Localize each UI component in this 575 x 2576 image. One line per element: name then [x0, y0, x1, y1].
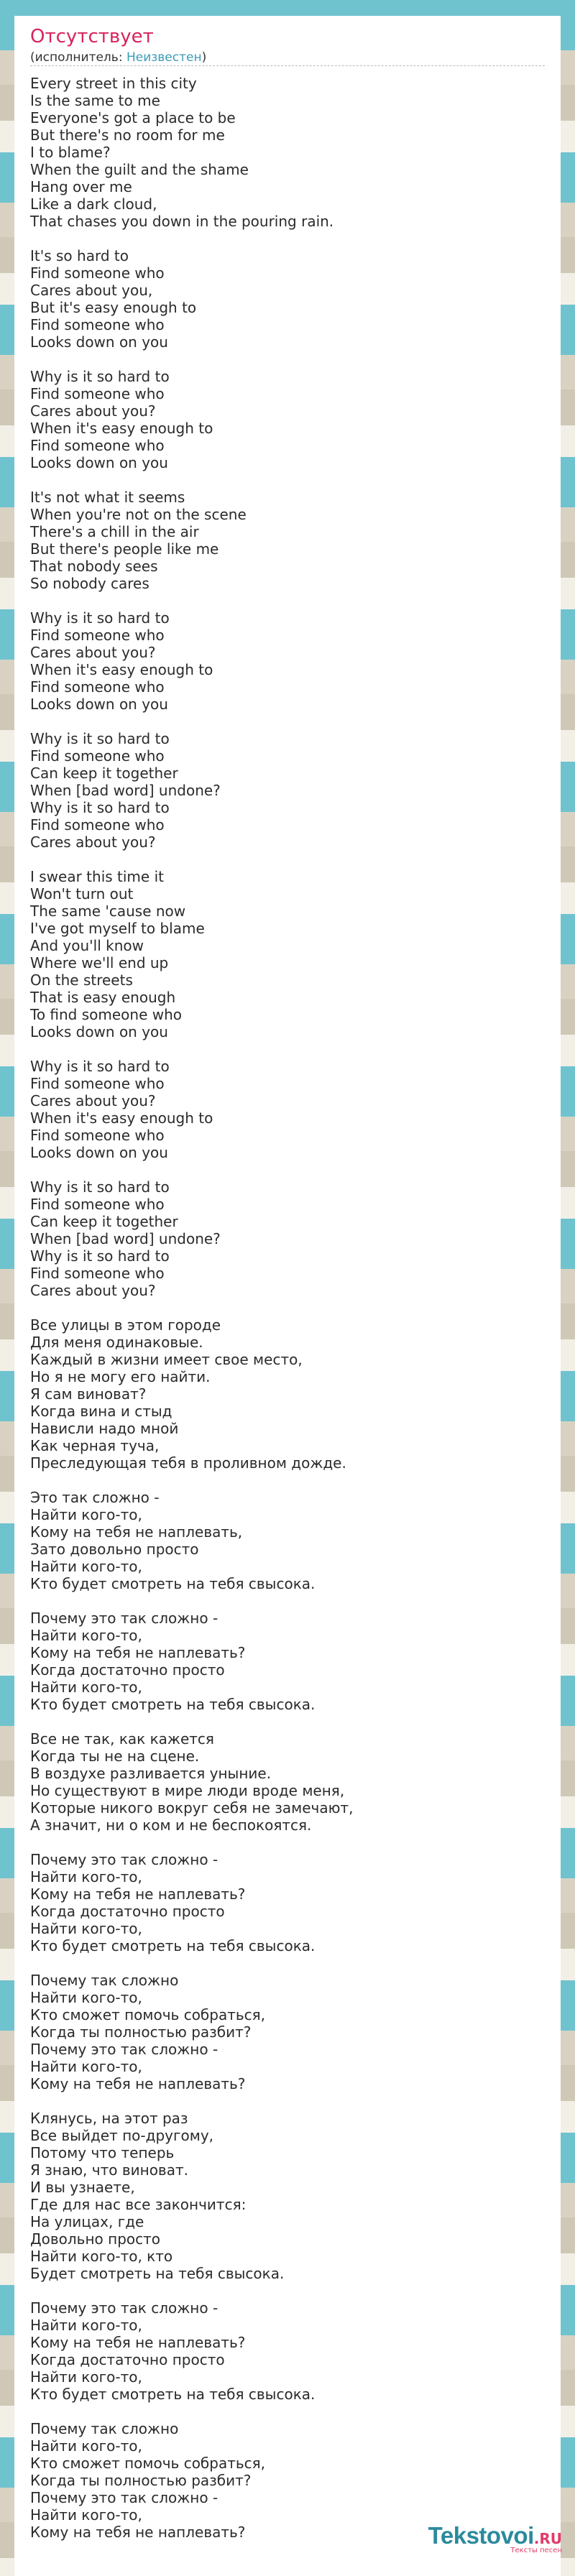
lyric-line: The same 'cause now: [30, 902, 186, 920]
lyric-line: Cares about you?: [30, 644, 156, 661]
lyrics-stanza: [30, 2299, 545, 2403]
lyric-line: Найти кого-то,: [30, 1506, 142, 1523]
lyrics-stanza: [30, 75, 545, 230]
lyric-line: Find someone who: [30, 627, 165, 644]
lyric-line: Looks down on you: [30, 333, 168, 351]
song-title: Отсутствует: [30, 26, 154, 47]
lyric-line: Когда ты полностью разбит?: [30, 2023, 252, 2041]
lyric-line: Найти кого-то, кто: [30, 2248, 173, 2265]
lyric-line: Я знаю, что виноват.: [30, 2161, 188, 2179]
lyric-line: And you'll know: [30, 937, 144, 954]
lyric-line: But there's people like me: [30, 540, 219, 558]
lyric-line: Кому на тебя не наплевать?: [30, 2334, 246, 2351]
lyric-line: Cares about you,: [30, 282, 153, 299]
lyric-line: Cares about you?: [30, 834, 156, 851]
lyrics-stanza: [30, 1851, 545, 1954]
lyric-line: Будет смотреть на тебя свысока.: [30, 2265, 285, 2282]
brand-name: Tekstovoi: [428, 2522, 534, 2549]
lyric-line: Для меня одинаковые.: [30, 1334, 203, 1351]
artist-suffix: ): [201, 50, 207, 65]
lyric-line: Кому на тебя не наплевать?: [30, 1885, 246, 1903]
lyric-line: Найти кого-то,: [30, 2506, 142, 2524]
lyric-line: When [bad word] undone?: [30, 1230, 221, 1247]
lyric-line: Найти кого-то,: [30, 1627, 142, 1644]
lyric-line: Find someone who: [30, 385, 165, 402]
lyric-line: Why is it so hard to: [30, 799, 170, 816]
lyric-line: Я сам виноват?: [30, 1385, 147, 1403]
lyric-line: Найти кого-то,: [30, 2368, 142, 2386]
lyric-line: И вы узнаете,: [30, 2179, 135, 2196]
artist-prefix: (исполнитель:: [30, 50, 126, 65]
lyric-line: But there's no room for me: [30, 126, 225, 144]
artist-link[interactable]: Неизвестен: [126, 50, 202, 65]
lyrics-stanza: [30, 1730, 545, 1834]
lyric-line: Find someone who: [30, 1127, 165, 1144]
lyric-line: Is the same to me: [30, 92, 160, 109]
brand-tagline: Тексты песен: [510, 2547, 562, 2554]
lyric-line: Когда достаточно просто: [30, 1661, 225, 1679]
lyrics-block: [30, 75, 545, 2558]
lyric-line: Find someone who: [30, 1265, 165, 1282]
lyric-line: Почему это так сложно -: [30, 2489, 218, 2506]
lyric-line: I've got myself to blame: [30, 920, 205, 937]
lyric-line: On the streets: [30, 971, 133, 989]
lyric-line: When [bad word] undone?: [30, 782, 221, 799]
lyric-line: Like a dark cloud,: [30, 195, 157, 213]
lyric-line: It's so hard to: [30, 247, 129, 264]
lyric-line: Looks down on you: [30, 454, 168, 471]
lyric-line: Looks down on you: [30, 1023, 168, 1040]
lyric-line: When it's easy enough to: [30, 661, 213, 678]
artist-line: [30, 50, 206, 65]
lyric-line: Кто будет смотреть на тебя свысока.: [30, 1937, 316, 1954]
lyric-line: Найти кого-то,: [30, 2317, 142, 2334]
lyric-line: Cares about you?: [30, 1092, 156, 1109]
lyric-line: Кому на тебя не наплевать,: [30, 1523, 243, 1541]
lyric-line: Преследующая тебя в проливном дожде.: [30, 1454, 346, 1472]
lyric-line: Why is it so hard to: [30, 368, 170, 385]
lyric-line: Нависли надо мной: [30, 1420, 179, 1437]
brand-tld: .RU: [533, 2530, 562, 2547]
lyric-line: Кому на тебя не наплевать?: [30, 2524, 246, 2541]
lyric-line: Почему так сложно: [30, 1972, 179, 1989]
lyric-line: When the guilt and the shame: [30, 161, 249, 178]
lyric-line: Looks down on you: [30, 1144, 168, 1161]
lyric-line: Все улицы в этом городе: [30, 1316, 221, 1334]
lyric-line: Найти кого-то,: [30, 1989, 142, 2006]
lyric-line: That chases you down in the pouring rain.: [30, 213, 334, 230]
lyric-line: It's not what it seems: [30, 489, 185, 506]
lyric-line: Why is it so hard to: [30, 1178, 170, 1196]
lyrics-stanza: [30, 1178, 545, 1299]
lyric-line: Найти кого-то,: [30, 2437, 142, 2455]
lyric-line: Why is it so hard to: [30, 609, 170, 627]
lyric-line: Зато довольно просто: [30, 1541, 199, 1558]
lyric-line: Почему это так сложно -: [30, 1610, 218, 1627]
lyric-line: Won't turn out: [30, 885, 134, 902]
lyric-line: В воздухе разливается уныние.: [30, 1765, 272, 1782]
lyric-line: Когда достаточно просто: [30, 1903, 225, 1920]
lyric-line: Но я не могу его найти.: [30, 1368, 211, 1385]
lyric-line: Найти кого-то,: [30, 1920, 142, 1937]
lyric-line: Кому на тебя не наплевать?: [30, 2075, 246, 2092]
lyric-line: Find someone who: [30, 437, 165, 454]
lyric-line: Почему это так сложно -: [30, 1851, 218, 1868]
lyric-line: Find someone who: [30, 316, 165, 333]
lyrics-stanza: [30, 868, 545, 1040]
lyric-line: Почему это так сложно -: [30, 2299, 218, 2317]
lyric-line: Клянусь, на этот раз: [30, 2110, 188, 2127]
lyric-line: Everyone's got a place to be: [30, 109, 236, 126]
lyric-line: Find someone who: [30, 264, 165, 282]
lyric-line: Которые никого вокруг себя не замечают,: [30, 1799, 354, 1816]
lyric-line: I to blame?: [30, 144, 111, 161]
lyrics-stanza: [30, 609, 545, 713]
lyric-line: Найти кого-то,: [30, 1558, 142, 1575]
lyric-line: Find someone who: [30, 1196, 165, 1213]
lyric-line: Where we'll end up: [30, 954, 169, 971]
lyric-line: When you're not on the scene: [30, 506, 247, 523]
lyric-line: Довольно просто: [30, 2230, 161, 2248]
lyric-line: Почему это так сложно -: [30, 2041, 218, 2058]
lyric-line: Найти кого-то,: [30, 1679, 142, 1696]
lyric-line: Найти кого-то,: [30, 2058, 142, 2075]
lyrics-stanza: [30, 1610, 545, 1713]
lyric-line: Кто сможет помочь собраться,: [30, 2455, 266, 2472]
site-logo[interactable]: [428, 2522, 562, 2554]
lyric-line: Когда достаточно просто: [30, 2351, 225, 2368]
lyric-line: Когда вина и стыд: [30, 1403, 172, 1420]
lyric-line: Cares about you?: [30, 1282, 156, 1299]
lyric-line: That is easy enough: [30, 989, 176, 1006]
lyric-line: Why is it so hard to: [30, 1058, 170, 1075]
lyric-line: Why is it so hard to: [30, 730, 170, 747]
lyric-line: Find someone who: [30, 816, 165, 834]
lyrics-stanza: [30, 368, 545, 471]
lyric-line: Но существуют в мире люди вроде меня,: [30, 1782, 345, 1799]
lyrics-stanza: [30, 1972, 545, 2092]
lyrics-stanza: [30, 247, 545, 351]
lyric-line: На улицах, где: [30, 2213, 144, 2230]
lyric-line: Это так сложно -: [30, 1489, 160, 1506]
lyric-line: А значит, ни о ком и не беспокоятся.: [30, 1816, 312, 1834]
lyrics-stanza: [30, 2110, 545, 2282]
lyric-line: Hang over me: [30, 178, 132, 195]
lyric-line: When it's easy enough to: [30, 420, 213, 437]
lyric-line: Can keep it together: [30, 765, 178, 782]
lyric-line: Потому что теперь: [30, 2144, 175, 2161]
lyric-line: Все выйдет по-другому,: [30, 2127, 214, 2144]
lyric-line: Кому на тебя не наплевать?: [30, 1644, 246, 1661]
lyric-line: Кто будет смотреть на тебя свысока.: [30, 2386, 316, 2403]
lyric-line: Кто сможет помочь собраться,: [30, 2006, 266, 2023]
lyric-line: Кто будет смотреть на тебя свысока.: [30, 1575, 316, 1592]
lyrics-stanza: [30, 1316, 545, 1472]
lyric-line: To find someone who: [30, 1006, 183, 1023]
lyric-line: Find someone who: [30, 747, 165, 765]
lyrics-stanza: [30, 489, 545, 592]
lyric-line: Find someone who: [30, 1075, 165, 1092]
lyrics-stanza: [30, 1489, 545, 1592]
lyric-line: I swear this time it: [30, 868, 164, 885]
lyric-line: Looks down on you: [30, 696, 168, 713]
divider: [30, 65, 545, 66]
lyric-line: Каждый в жизни имеет свое место,: [30, 1351, 303, 1368]
lyric-line: Где для нас все закончится:: [30, 2196, 247, 2213]
lyric-line: Why is it so hard to: [30, 1247, 170, 1265]
lyric-line: But it's easy enough to: [30, 299, 197, 316]
lyric-line: Все не так, как кажется: [30, 1730, 214, 1748]
lyric-line: Как черная туча,: [30, 1437, 160, 1454]
lyric-line: Every street in this city: [30, 75, 197, 92]
lyric-line: Когда ты не на сцене.: [30, 1748, 200, 1765]
lyrics-stanza: [30, 1058, 545, 1161]
lyric-line: So nobody cares: [30, 575, 150, 592]
lyric-line: When it's easy enough to: [30, 1109, 213, 1127]
lyric-line: That nobody sees: [30, 558, 158, 575]
lyric-line: Find someone who: [30, 678, 165, 696]
lyrics-stanza: [30, 730, 545, 851]
lyric-line: Почему так сложно: [30, 2420, 179, 2437]
lyric-line: Когда ты полностью разбит?: [30, 2472, 252, 2489]
lyric-line: Can keep it together: [30, 1213, 178, 1230]
lyric-line: Кто будет смотреть на тебя свысока.: [30, 1696, 316, 1713]
lyric-line: There's a chill in the air: [30, 523, 199, 540]
lyric-line: Cares about you?: [30, 402, 156, 420]
lyric-line: Найти кого-то,: [30, 1868, 142, 1885]
